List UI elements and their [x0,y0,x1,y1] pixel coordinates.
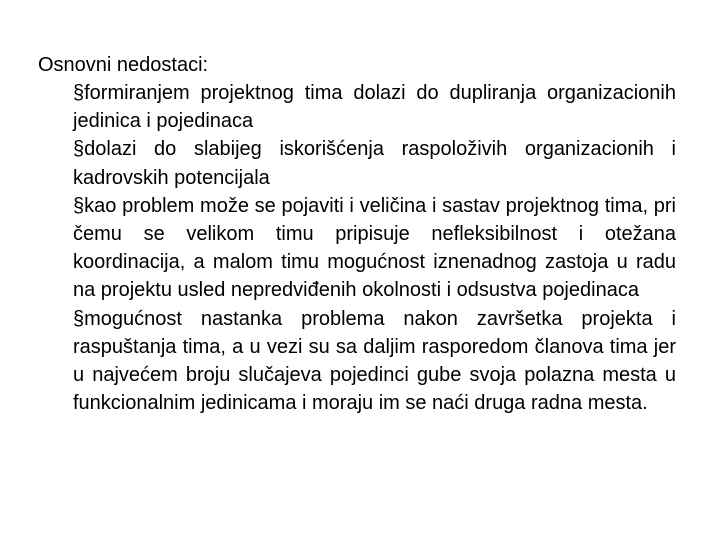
bullet-item [73,192,676,305]
bullet-marker-icon: § [73,82,85,104]
bullet-item [73,79,676,135]
bullet-text: mogućnost nastanka problema nakon završetka projekta i raspuštanja tima, a u vezi su sa daljim rasporedom članova tima jer u najvećem broju slučajeva pojedinci gube svoja polazna mesta u funkcionalnim jedinicama i moraju im se naći druga radna mesta. [73,307,676,415]
slide-heading: Osnovni nedostaci: [38,54,209,76]
bullet-marker-icon: § [73,307,85,330]
bullet-text: kao problem može se pojaviti i veličina i sastav projektnog tima, pri čemu se velikom timu pripisuje nefleksibilnost i otežana koordinacija, a malom timu mogućnost iznenadnog zastoja u radu na projektu usled nepredviđenih okolnosti i odsustva pojedinaca [73,194,676,302]
bullet-text: dolazi do slabijeg iskorišćenja raspoloživih organizacionih i kadrovskih potencijala [73,138,676,189]
bullet-marker-icon: § [73,194,85,217]
bullet-list [73,79,676,417]
bullet-item [73,305,676,418]
bullet-item [73,135,676,191]
bullet-marker-icon: § [73,138,85,161]
bullet-text: formiranjem projektnog tima dolazi do dupliranja organizacionih jedinica i pojedinaca [73,82,676,133]
